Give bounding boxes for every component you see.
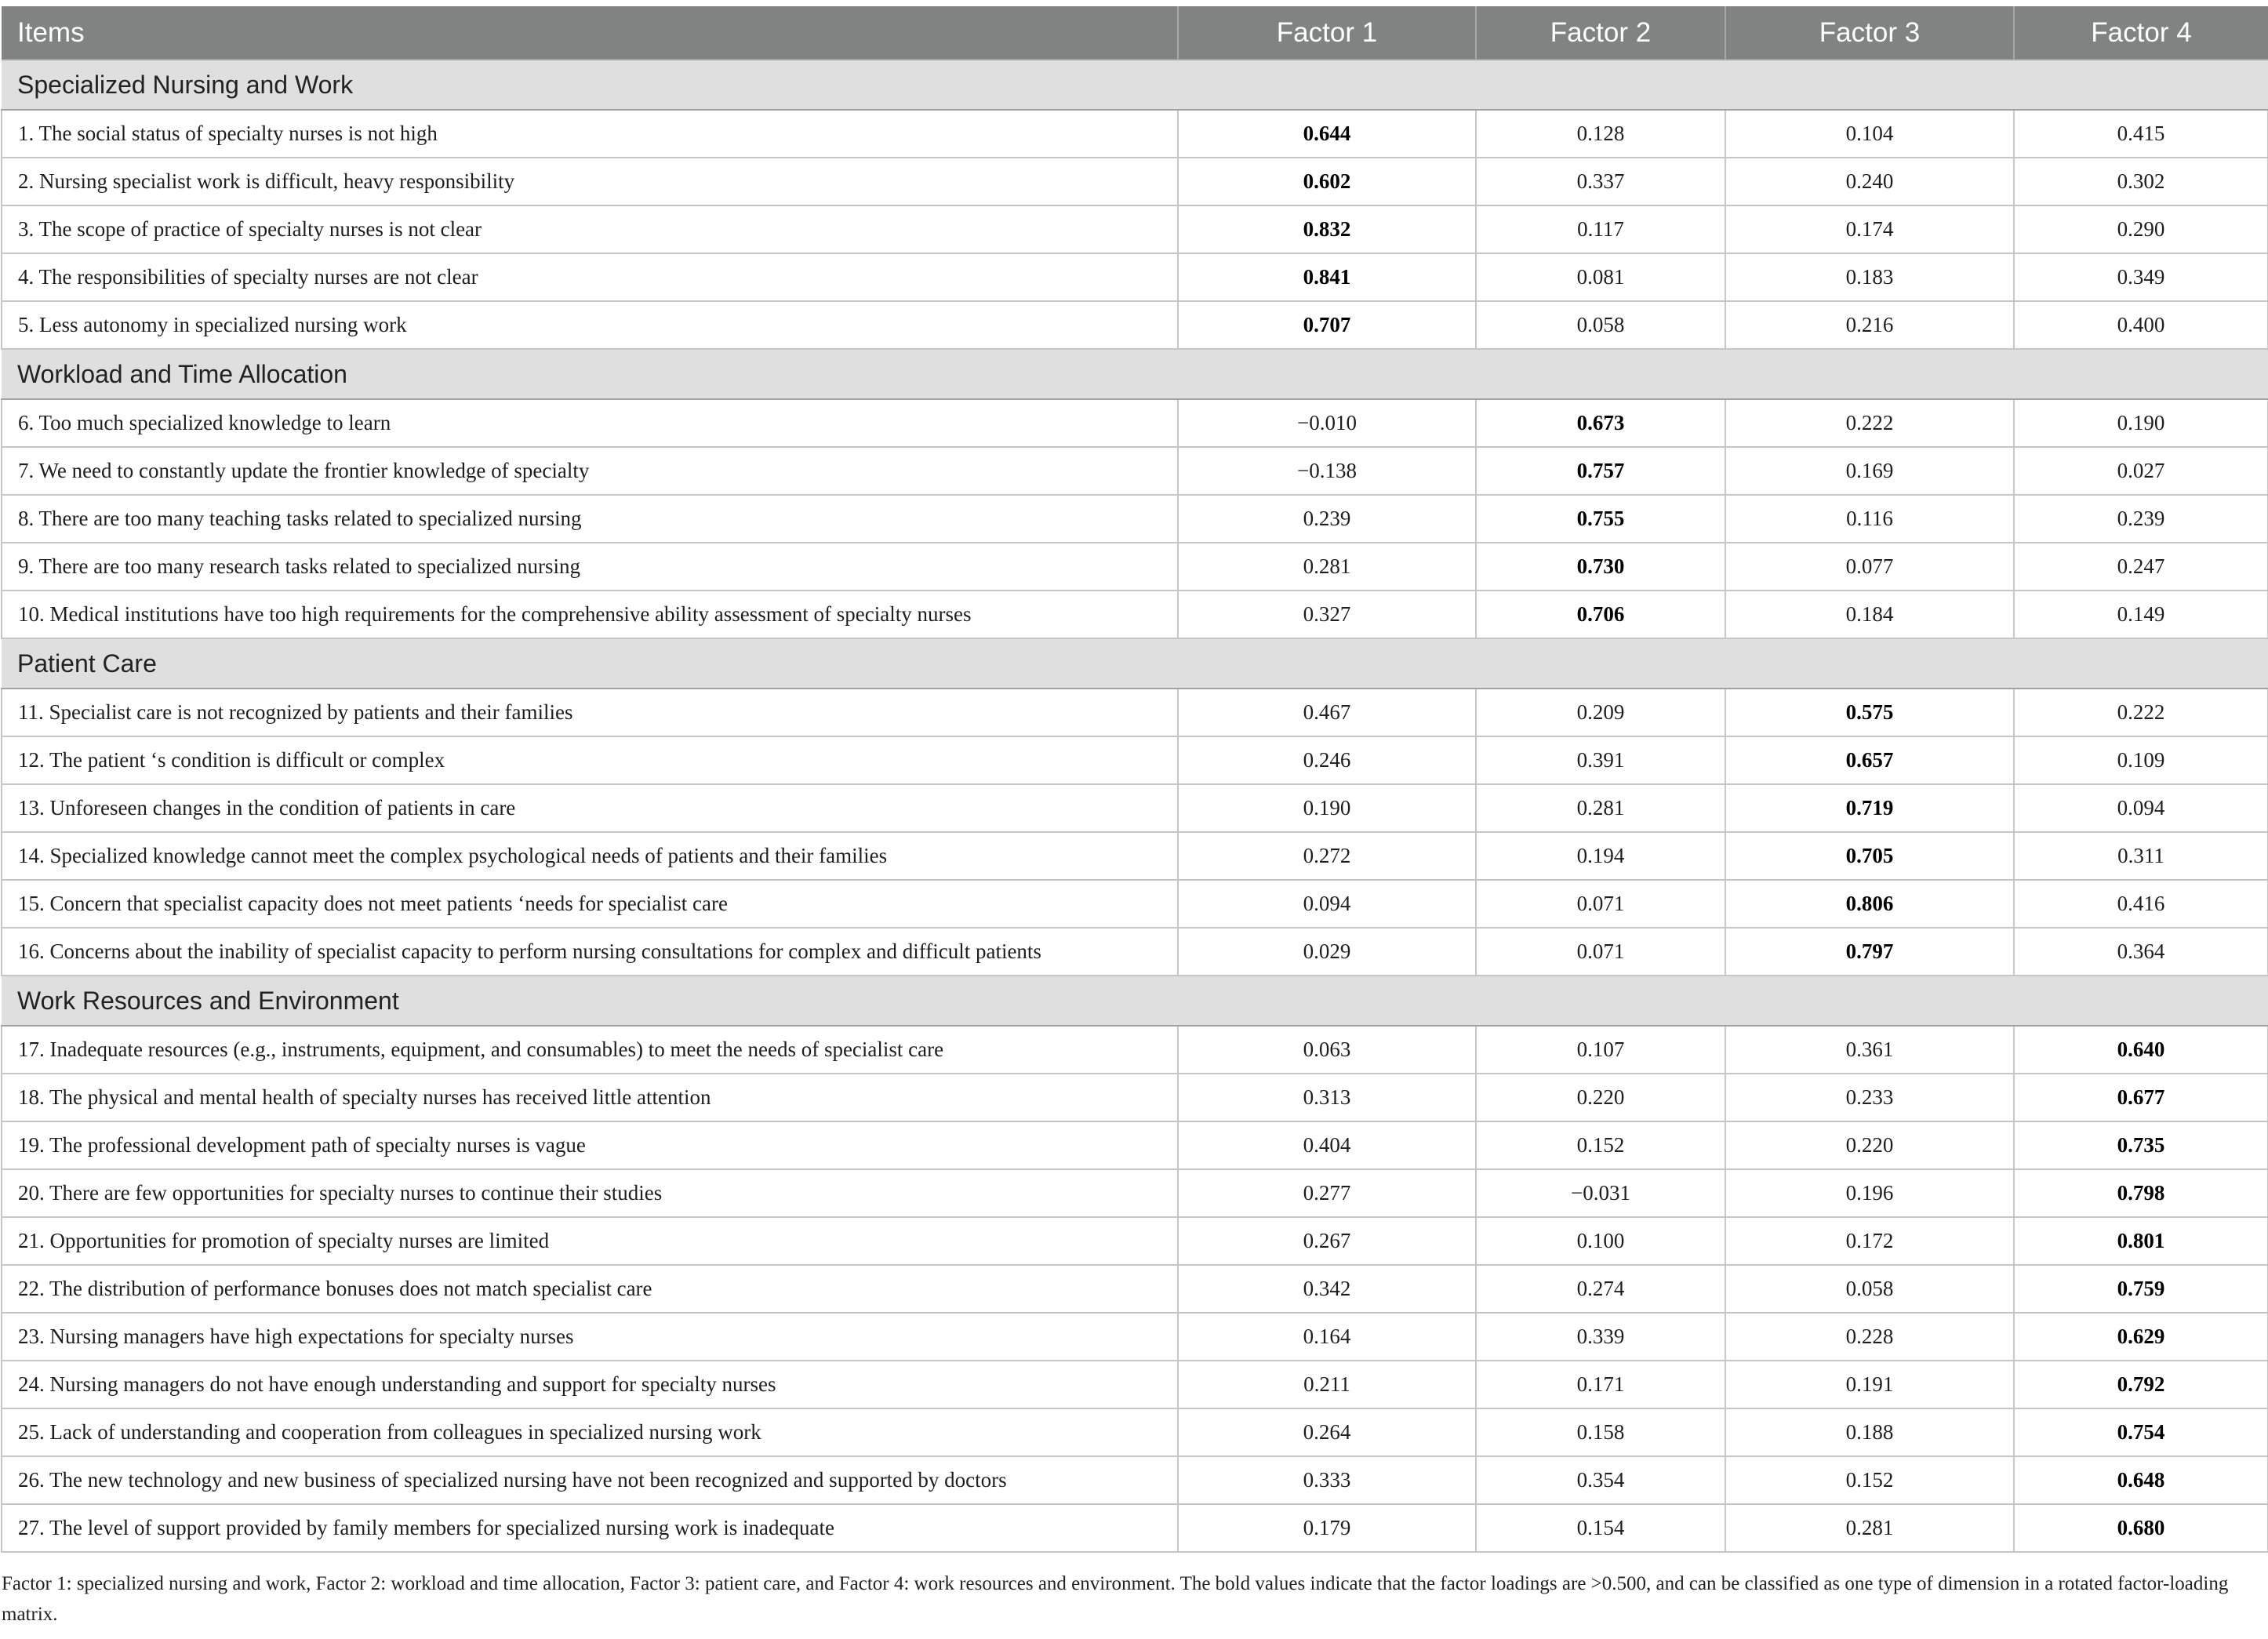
factor-2-loading: 0.158 [1476, 1408, 1725, 1456]
factor-3-loading: 0.797 [1725, 928, 2014, 976]
factor-2-loading: 0.354 [1476, 1456, 1725, 1504]
factor-2-loading: 0.220 [1476, 1074, 1725, 1121]
item-label: 2. Nursing specialist work is difficult, heavy responsibility [2, 158, 1178, 205]
factor-3-loading: 0.240 [1725, 158, 2014, 205]
factor-1-loading: 0.264 [1178, 1408, 1476, 1456]
factor-4-loading: 0.149 [2014, 591, 2268, 638]
table-header-row [2, 6, 2268, 60]
factor-4-loading: 0.792 [2014, 1361, 2268, 1408]
item-label: 11. Specialist care is not recognized by patients and their families [2, 689, 1178, 736]
table-row [2, 1026, 2268, 1074]
factor-4-loading: 0.801 [2014, 1217, 2268, 1265]
factor-2-loading: 0.107 [1476, 1026, 1725, 1074]
factor-3-loading: 0.183 [1725, 253, 2014, 301]
table-row [2, 1217, 2268, 1265]
factor-1-loading: 0.313 [1178, 1074, 1476, 1121]
factor-4-loading: 0.400 [2014, 301, 2268, 349]
item-label: 13. Unforeseen changes in the condition of patients in care [2, 784, 1178, 832]
table-row [2, 399, 2268, 447]
factor-3-loading: 0.191 [1725, 1361, 2014, 1408]
item-label: 6. Too much specialized knowledge to learn [2, 399, 1178, 447]
factor-2-loading: 0.194 [1476, 832, 1725, 880]
factor-4-loading: 0.302 [2014, 158, 2268, 205]
item-label: 17. Inadequate resources (e.g., instruments, equipment, and consumables) to meet the needs of specialist care [2, 1026, 1178, 1074]
table-row [2, 784, 2268, 832]
item-label: 1. The social status of specialty nurses is not high [2, 110, 1178, 158]
table-row [2, 1361, 2268, 1408]
factor-4-loading: 0.798 [2014, 1169, 2268, 1217]
factor-2-loading: 0.154 [1476, 1504, 1725, 1552]
table-footnote: Factor 1: specialized nursing and work, Factor 2: workload and time allocation, Factor 3: patient care, and Factor 4: work resources and environment. The bold values indicate that the factor loadings are >0.500, and can be classified as one type of dimension in a rotated factor-loading matrix. [2, 1573, 2229, 1625]
table-row [2, 1408, 2268, 1456]
factor-4-loading: 0.735 [2014, 1121, 2268, 1169]
factor-4-loading: 0.290 [2014, 205, 2268, 253]
table-row [2, 543, 2268, 591]
section-title: Workload and Time Allocation [2, 349, 2268, 399]
table-row [2, 832, 2268, 880]
factor-4-loading: 0.415 [2014, 110, 2268, 158]
factor-1-loading: −0.138 [1178, 447, 1476, 495]
factor-1-loading: 0.211 [1178, 1361, 1476, 1408]
table-row [2, 736, 2268, 784]
factor-4-loading: 0.094 [2014, 784, 2268, 832]
factor-4-loading: 0.247 [2014, 543, 2268, 591]
table-row [2, 591, 2268, 638]
section-title: Work Resources and Environment [2, 976, 2268, 1026]
header-factor-1: Factor 1 [1178, 6, 1476, 60]
factor-4-loading: 0.754 [2014, 1408, 2268, 1456]
table-row [2, 253, 2268, 301]
factor-1-loading: 0.707 [1178, 301, 1476, 349]
factor-4-loading: 0.027 [2014, 447, 2268, 495]
factor-2-loading: 0.391 [1476, 736, 1725, 784]
factor-4-loading: 0.222 [2014, 689, 2268, 736]
header-factor-2: Factor 2 [1476, 6, 1725, 60]
factor-3-loading: 0.220 [1725, 1121, 2014, 1169]
factor-3-loading: 0.575 [1725, 689, 2014, 736]
factor-4-loading: 0.680 [2014, 1504, 2268, 1552]
factor-2-loading: 0.673 [1476, 399, 1725, 447]
factor-2-loading: 0.071 [1476, 928, 1725, 976]
factor-1-loading: 0.190 [1178, 784, 1476, 832]
factor-1-loading: 0.164 [1178, 1313, 1476, 1361]
table-row [2, 1169, 2268, 1217]
factor-3-loading: 0.806 [1725, 880, 2014, 928]
factor-3-loading: 0.172 [1725, 1217, 2014, 1265]
table-row [2, 158, 2268, 205]
factor-3-loading: 0.169 [1725, 447, 2014, 495]
item-label: 19. The professional development path of specialty nurses is vague [2, 1121, 1178, 1169]
factor-4-loading: 0.677 [2014, 1074, 2268, 1121]
factor-3-loading: 0.174 [1725, 205, 2014, 253]
factor-2-loading: 0.081 [1476, 253, 1725, 301]
section-header-row [2, 349, 2268, 399]
item-label: 5. Less autonomy in specialized nursing work [2, 301, 1178, 349]
factor-2-loading: 0.128 [1476, 110, 1725, 158]
factor-1-loading: 0.832 [1178, 205, 1476, 253]
header-items: Items [2, 6, 1178, 60]
factor-1-loading: 0.029 [1178, 928, 1476, 976]
factor-4-loading: 0.239 [2014, 495, 2268, 543]
factor-3-loading: 0.705 [1725, 832, 2014, 880]
item-label: 25. Lack of understanding and cooperation from colleagues in specialized nursing work [2, 1408, 1178, 1456]
factor-2-loading: 0.152 [1476, 1121, 1725, 1169]
section-header-row [2, 638, 2268, 689]
table-row [2, 1074, 2268, 1121]
item-label: 18. The physical and mental health of specialty nurses has received little attention [2, 1074, 1178, 1121]
item-label: 3. The scope of practice of specialty nurses is not clear [2, 205, 1178, 253]
factor-3-loading: 0.222 [1725, 399, 2014, 447]
factor-4-loading: 0.640 [2014, 1026, 2268, 1074]
factor-4-loading: 0.759 [2014, 1265, 2268, 1313]
factor-1-loading: 0.267 [1178, 1217, 1476, 1265]
factor-4-loading: 0.364 [2014, 928, 2268, 976]
table-row [2, 205, 2268, 253]
factor-2-loading: 0.100 [1476, 1217, 1725, 1265]
item-label: 12. The patient ‘s condition is difficult or complex [2, 736, 1178, 784]
factor-2-loading: 0.281 [1476, 784, 1725, 832]
table-row [2, 928, 2268, 976]
item-label: 7. We need to constantly update the frontier knowledge of specialty [2, 447, 1178, 495]
factor-1-loading: 0.342 [1178, 1265, 1476, 1313]
factor-1-loading: −0.010 [1178, 399, 1476, 447]
factor-1-loading: 0.272 [1178, 832, 1476, 880]
factor-2-loading: 0.706 [1476, 591, 1725, 638]
item-label: 16. Concerns about the inability of specialist capacity to perform nursing consultations for complex and difficult patients [2, 928, 1178, 976]
factor-1-loading: 0.644 [1178, 110, 1476, 158]
factor-1-loading: 0.246 [1178, 736, 1476, 784]
factor-2-loading: 0.755 [1476, 495, 1725, 543]
section-title: Specialized Nursing and Work [2, 60, 2268, 110]
factor-3-loading: 0.077 [1725, 543, 2014, 591]
table-row [2, 447, 2268, 495]
factor-3-loading: 0.719 [1725, 784, 2014, 832]
factor-3-loading: 0.196 [1725, 1169, 2014, 1217]
factor-3-loading: 0.152 [1725, 1456, 2014, 1504]
factor-3-loading: 0.116 [1725, 495, 2014, 543]
table-row [2, 1121, 2268, 1169]
factor-1-loading: 0.327 [1178, 591, 1476, 638]
factor-1-loading: 0.179 [1178, 1504, 1476, 1552]
factor-2-loading: 0.171 [1476, 1361, 1725, 1408]
factor-2-loading: 0.117 [1476, 205, 1725, 253]
header-factor-4: Factor 4 [2014, 6, 2268, 60]
factor-loading-table [1, 6, 2268, 1553]
factor-4-loading: 0.648 [2014, 1456, 2268, 1504]
factor-2-loading: 0.730 [1476, 543, 1725, 591]
item-label: 21. Opportunities for promotion of specialty nurses are limited [2, 1217, 1178, 1265]
factor-4-loading: 0.416 [2014, 880, 2268, 928]
factor-1-loading: 0.467 [1178, 689, 1476, 736]
factor-4-loading: 0.311 [2014, 832, 2268, 880]
table-row [2, 880, 2268, 928]
factor-4-loading: 0.629 [2014, 1313, 2268, 1361]
factor-loading-table-container [0, 6, 2268, 1553]
factor-2-loading: 0.757 [1476, 447, 1725, 495]
factor-3-loading: 0.228 [1725, 1313, 2014, 1361]
factor-2-loading: 0.209 [1476, 689, 1725, 736]
table-row [2, 689, 2268, 736]
item-label: 26. The new technology and new business of specialized nursing have not been recognized and supported by doctors [2, 1456, 1178, 1504]
factor-3-loading: 0.657 [1725, 736, 2014, 784]
factor-1-loading: 0.602 [1178, 158, 1476, 205]
factor-3-loading: 0.216 [1725, 301, 2014, 349]
item-label: 27. The level of support provided by family members for specialized nursing work is inadequate [2, 1504, 1178, 1552]
factor-2-loading: 0.339 [1476, 1313, 1725, 1361]
factor-3-loading: 0.281 [1725, 1504, 2014, 1552]
section-header-row [2, 976, 2268, 1026]
item-label: 9. There are too many research tasks related to specialized nursing [2, 543, 1178, 591]
item-label: 10. Medical institutions have too high requirements for the comprehensive ability assessment of specialty nurses [2, 591, 1178, 638]
item-label: 15. Concern that specialist capacity does not meet patients ‘needs for specialist care [2, 880, 1178, 928]
table-body [2, 60, 2268, 1552]
item-label: 14. Specialized knowledge cannot meet the complex psychological needs of patients and their families [2, 832, 1178, 880]
section-header-row [2, 60, 2268, 110]
item-label: 20. There are few opportunities for specialty nurses to continue their studies [2, 1169, 1178, 1217]
header-factor-3: Factor 3 [1725, 6, 2014, 60]
factor-1-loading: 0.841 [1178, 253, 1476, 301]
factor-2-loading: 0.058 [1476, 301, 1725, 349]
factor-2-loading: 0.071 [1476, 880, 1725, 928]
factor-2-loading: 0.274 [1476, 1265, 1725, 1313]
factor-1-loading: 0.277 [1178, 1169, 1476, 1217]
table-row [2, 1313, 2268, 1361]
factor-1-loading: 0.404 [1178, 1121, 1476, 1169]
factor-3-loading: 0.233 [1725, 1074, 2014, 1121]
factor-2-loading: 0.337 [1476, 158, 1725, 205]
factor-3-loading: 0.188 [1725, 1408, 2014, 1456]
factor-2-loading: −0.031 [1476, 1169, 1725, 1217]
factor-4-loading: 0.349 [2014, 253, 2268, 301]
factor-1-loading: 0.281 [1178, 543, 1476, 591]
factor-3-loading: 0.361 [1725, 1026, 2014, 1074]
table-row [2, 1456, 2268, 1504]
table-row [2, 110, 2268, 158]
factor-4-loading: 0.190 [2014, 399, 2268, 447]
item-label: 22. The distribution of performance bonuses does not match specialist care [2, 1265, 1178, 1313]
section-title: Patient Care [2, 638, 2268, 689]
item-label: 4. The responsibilities of specialty nurses are not clear [2, 253, 1178, 301]
factor-4-loading: 0.109 [2014, 736, 2268, 784]
table-row [2, 1265, 2268, 1313]
factor-1-loading: 0.063 [1178, 1026, 1476, 1074]
table-row [2, 1504, 2268, 1552]
factor-3-loading: 0.058 [1725, 1265, 2014, 1313]
factor-1-loading: 0.333 [1178, 1456, 1476, 1504]
factor-1-loading: 0.239 [1178, 495, 1476, 543]
table-row [2, 495, 2268, 543]
factor-1-loading: 0.094 [1178, 880, 1476, 928]
factor-3-loading: 0.184 [1725, 591, 2014, 638]
item-label: 24. Nursing managers do not have enough understanding and support for specialty nurses [2, 1361, 1178, 1408]
item-label: 23. Nursing managers have high expectations for specialty nurses [2, 1313, 1178, 1361]
table-row [2, 301, 2268, 349]
item-label: 8. There are too many teaching tasks related to specialized nursing [2, 495, 1178, 543]
factor-3-loading: 0.104 [1725, 110, 2014, 158]
